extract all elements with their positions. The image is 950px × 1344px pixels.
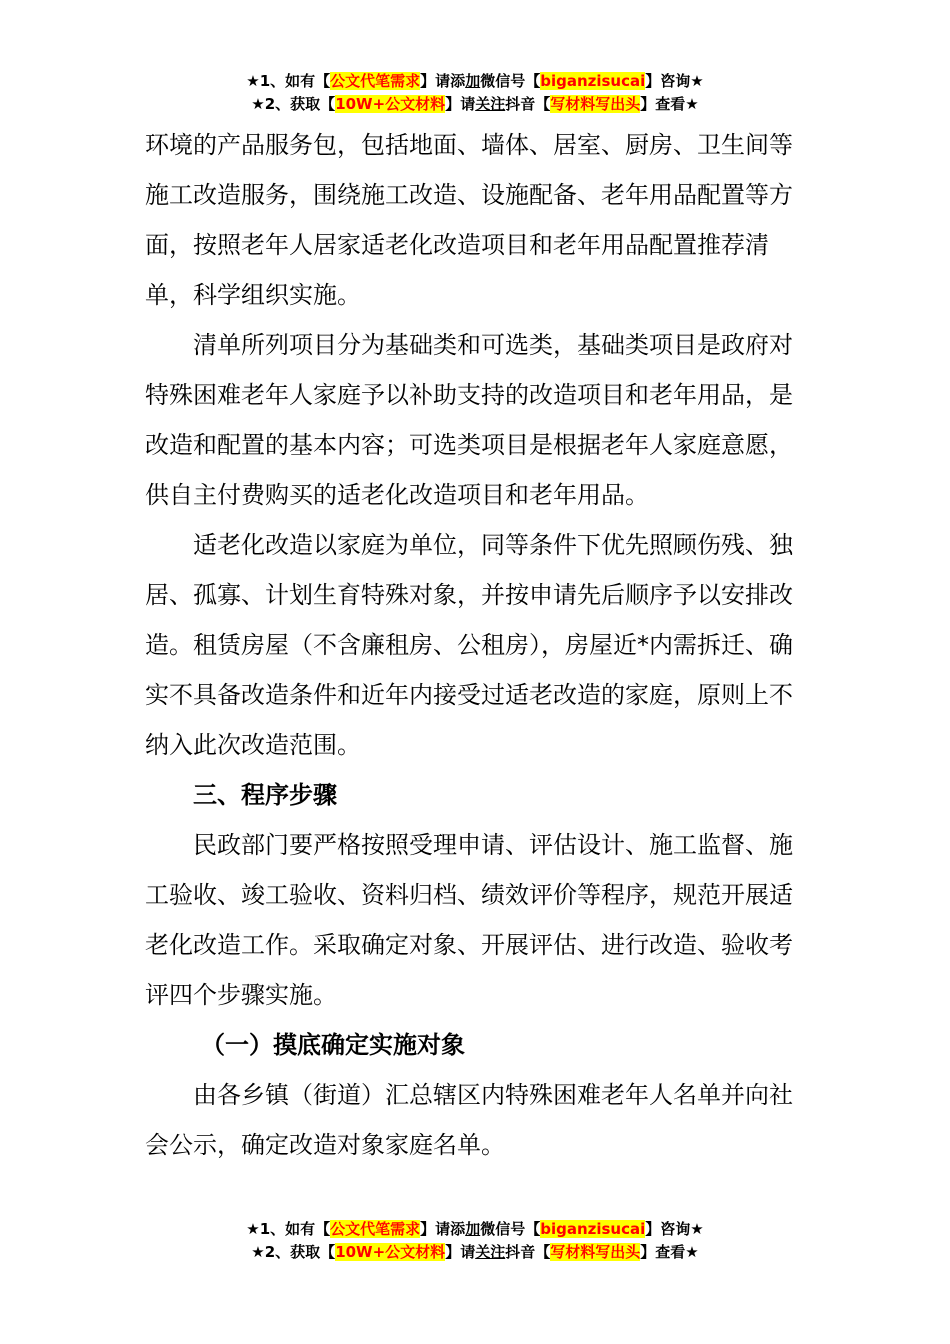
footer-banner bbox=[0, 1218, 950, 1264]
banner-line-1 bbox=[0, 1218, 950, 1241]
banner-text: 微信号【 bbox=[480, 72, 541, 90]
banner-text: 抖音【 bbox=[505, 95, 551, 113]
banner-text: ★1、如有【 bbox=[246, 72, 331, 90]
paragraph: 环境的产品服务包，包括地面、墙体、居室、厨房、卫生间等施工改造服务，围绕施工改造、设施配备、老年用品配置等方面，按照老年人居家适老化改造项目和老年用品配置推荐清单，科学组织实施。 bbox=[145, 131, 793, 309]
banner-underline: 加 bbox=[465, 1220, 481, 1238]
paragraph: 民政部门要严格按照受理申请、评估设计、施工监督、施工验收、竣工验收、资料归档、绩效评价等程序，规范开展适老化改造工作。采取确定对象、开展评估、进行改造、验收考评四个步骤实施。 bbox=[145, 831, 793, 1009]
banner-highlight: 10W+公文材料 bbox=[335, 95, 446, 113]
banner-text: 】请 bbox=[445, 1243, 476, 1261]
banner-text: 】咨询★ bbox=[645, 72, 704, 90]
header-banner bbox=[0, 70, 950, 116]
banner-highlight: 10W+公文材料 bbox=[335, 1243, 446, 1261]
banner-highlight: biganzisucai bbox=[540, 1220, 646, 1238]
banner-underline: 关注 bbox=[475, 95, 506, 113]
banner-highlight: 写材料写出头 bbox=[550, 1243, 641, 1261]
banner-line-1 bbox=[0, 70, 950, 93]
banner-line-2 bbox=[0, 1241, 950, 1264]
banner-underline: 加 bbox=[465, 72, 481, 90]
banner-text: ★2、获取【 bbox=[251, 1243, 336, 1261]
banner-highlight: biganzisucai bbox=[540, 72, 646, 90]
banner-text: 微信号【 bbox=[480, 1220, 541, 1238]
banner-highlight: 公文代笔需求 bbox=[330, 1220, 421, 1238]
paragraph: 由各乡镇（街道）汇总辖区内特殊困难老年人名单并向社会公示，确定改造对象家庭名单。 bbox=[145, 1081, 793, 1159]
document-body bbox=[145, 120, 805, 1170]
banner-text: 】请添 bbox=[420, 72, 466, 90]
banner-text: ★2、获取【 bbox=[251, 95, 336, 113]
paragraph: 适老化改造以家庭为单位，同等条件下优先照顾伤残、独居、孤寡、计划生育特殊对象，并按申请先后顺序予以安排改造。租赁房屋（不含廉租房、公租房），房屋近*内需拆迁、确实不具备改造条件和近年内接受过适老改造的家庭，原则上不纳入此次改造范围。 bbox=[145, 531, 793, 759]
banner-text: ★1、如有【 bbox=[246, 1220, 331, 1238]
banner-line-2 bbox=[0, 93, 950, 116]
banner-highlight: 写材料写出头 bbox=[550, 95, 641, 113]
banner-highlight: 公文代笔需求 bbox=[330, 72, 421, 90]
banner-text: 】查看★ bbox=[640, 1243, 699, 1261]
banner-text: 】咨询★ bbox=[645, 1220, 704, 1238]
banner-text: 抖音【 bbox=[505, 1243, 551, 1261]
paragraph: 清单所列项目分为基础类和可选类，基础类项目是政府对特殊困难老年人家庭予以补助支持的改造项目和老年用品，是改造和配置的基本内容；可选类项目是根据老年人家庭意愿，供自主付费购买的适老化改造项目和老年用品。 bbox=[145, 331, 793, 509]
section-heading: 三、程序步骤 bbox=[193, 781, 337, 809]
banner-text: 】请添 bbox=[420, 1220, 466, 1238]
banner-text: 】查看★ bbox=[640, 95, 699, 113]
subsection-heading: （一）摸底确定实施对象 bbox=[201, 1031, 465, 1059]
banner-underline: 关注 bbox=[475, 1243, 506, 1261]
banner-text: 】请 bbox=[445, 95, 476, 113]
